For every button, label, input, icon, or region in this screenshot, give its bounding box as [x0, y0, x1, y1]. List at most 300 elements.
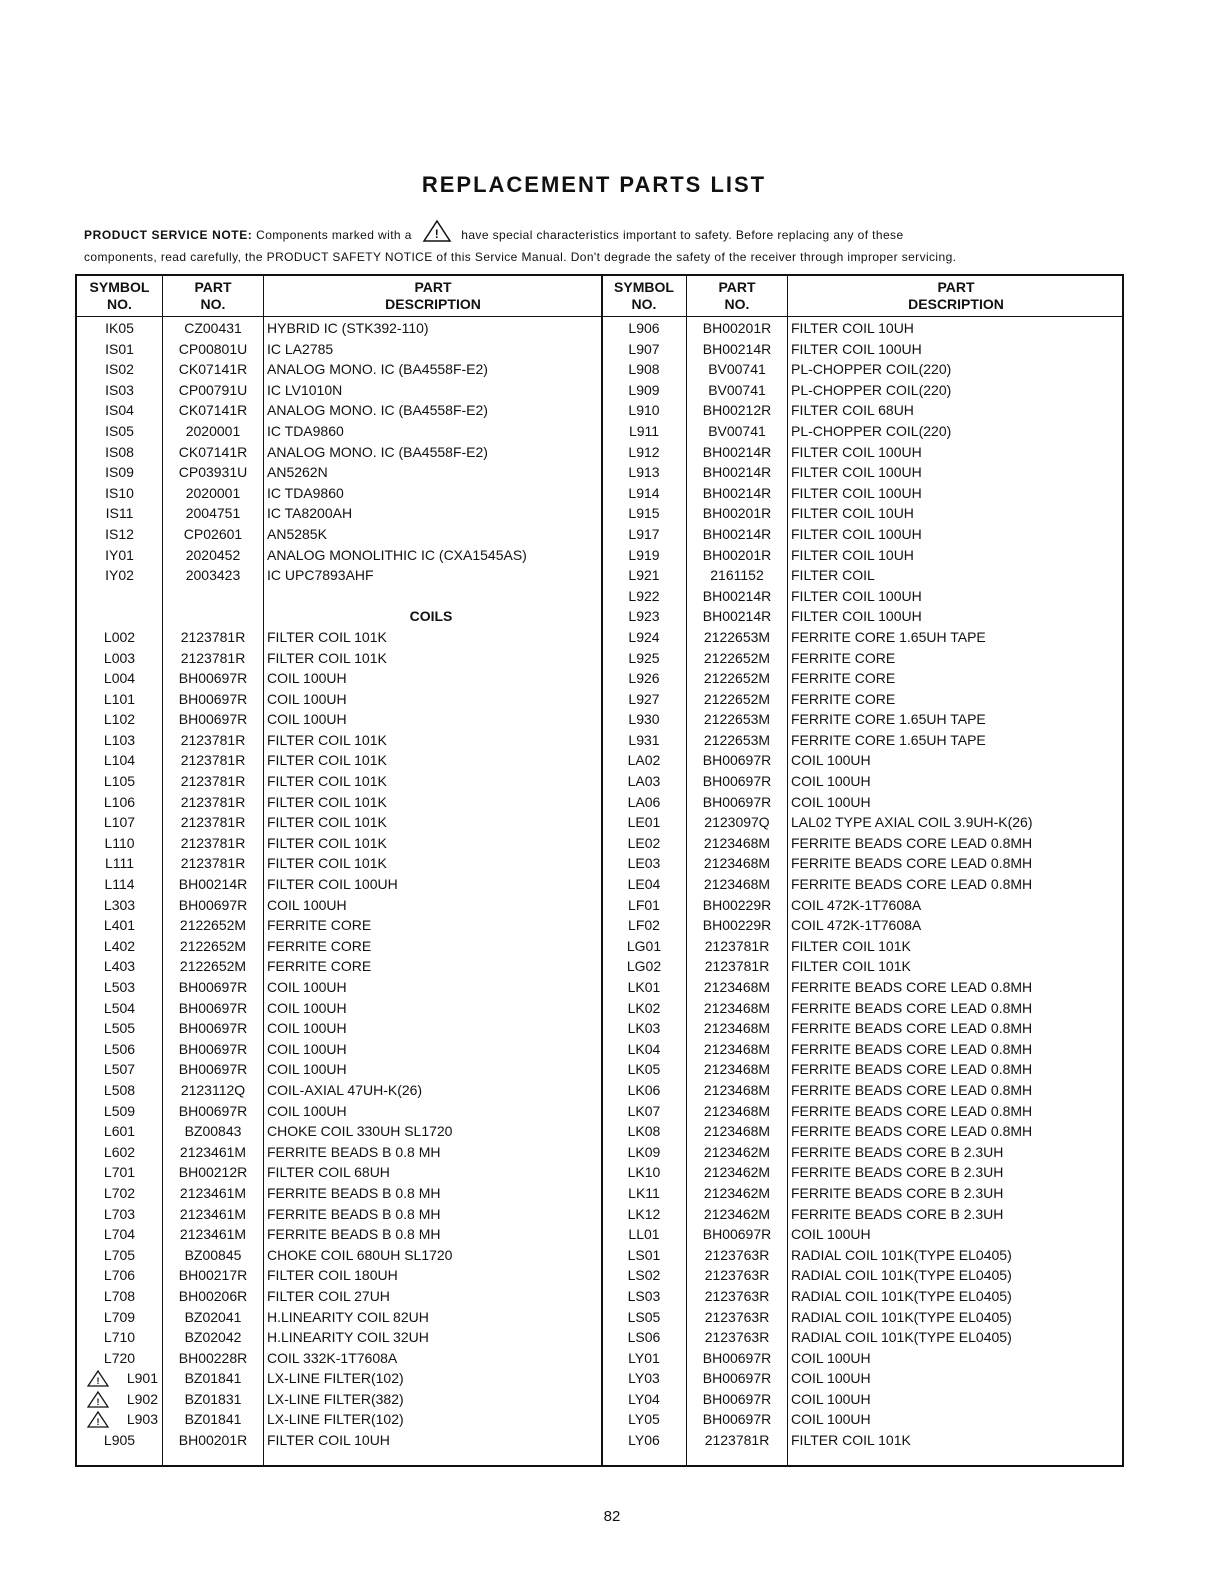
part-no: BV00741 [708, 422, 766, 439]
table-row [77, 1245, 602, 1266]
part-description: FILTER COIL [791, 567, 875, 584]
part-description: FERRITE CORE [791, 690, 896, 707]
part-description: IC LV1010N [267, 381, 343, 398]
table-row [602, 1368, 1124, 1389]
symbol-no: L923 [628, 608, 660, 625]
part-description: H.LINEARITY COIL 82UH [267, 1308, 429, 1325]
part-no: BZ00845 [184, 1246, 242, 1263]
part-description: PL-CHOPPER COIL(220) [791, 422, 952, 439]
symbol-no: L508 [103, 1081, 136, 1098]
table-row [602, 1389, 1124, 1410]
part-description: COIL 100UH [791, 1411, 871, 1428]
part-no: BH00201R [702, 546, 772, 563]
table-row [77, 1265, 602, 1286]
symbol-no: IS04 [105, 402, 134, 419]
table-row [602, 771, 1124, 792]
symbol-no: L703 [103, 1205, 136, 1222]
table-row [602, 421, 1124, 442]
symbol-no: L924 [628, 628, 660, 645]
part-no: 2123468M [703, 1020, 771, 1037]
part-no: BH00229R [702, 917, 772, 934]
table-row [602, 709, 1124, 730]
part-description: FILTER COIL 101K [267, 649, 387, 666]
part-no: 2123462M [703, 1143, 771, 1160]
parts-table [75, 274, 1124, 1467]
part-description: FILTER COIL 101K [267, 752, 387, 769]
part-no: 2122653M [703, 731, 771, 748]
part-no: 2123468M [703, 1102, 771, 1119]
table-row [77, 895, 602, 916]
part-no: BH00697R [178, 896, 248, 913]
part-no: BH00697R [702, 752, 772, 769]
table-row [602, 1286, 1124, 1307]
part-description: FILTER COIL 101K [267, 628, 387, 645]
part-description: FILTER COIL 101K [267, 834, 387, 851]
part-description: FERRITE BEADS B 0.8 MH [267, 1184, 441, 1201]
symbol-no: LE03 [627, 855, 661, 872]
symbol-no: L602 [103, 1143, 136, 1160]
symbol-no: LS05 [627, 1308, 661, 1325]
symbol-no: L927 [628, 690, 660, 707]
symbol-no: LA03 [627, 773, 661, 790]
part-description: FERRITE CORE 1.65UH TAPE [791, 731, 986, 748]
part-description: FILTER COIL 101K [267, 855, 387, 872]
table-row [77, 792, 602, 813]
part-no: BH00212R [178, 1164, 248, 1181]
symbol-no: L903 [126, 1411, 158, 1428]
table-row [602, 812, 1124, 833]
part-no: CZ00431 [184, 320, 242, 336]
table-row [602, 339, 1124, 360]
part-description: COIL 472K-1T7608A [791, 917, 922, 934]
symbol-no: L912 [628, 443, 660, 460]
symbol-no: L102 [103, 711, 136, 728]
part-no: 2123781R [180, 649, 246, 666]
symbol-no: L914 [628, 484, 660, 501]
part-no: BH00214R [702, 587, 772, 604]
page-number: 82 [603, 1508, 621, 1525]
symbol-no: L601 [103, 1123, 136, 1140]
symbol-no: L004 [103, 670, 136, 687]
table-row [602, 503, 1124, 524]
part-description: FERRITE BEADS CORE LEAD 0.8MH [791, 1081, 1033, 1098]
table-row [77, 380, 602, 401]
part-description: FERRITE BEADS CORE LEAD 0.8MH [791, 1061, 1033, 1078]
part-no: BH00214R [702, 484, 772, 501]
part-description: COIL 100UH [267, 1040, 347, 1057]
part-no: BH00697R [702, 1370, 772, 1387]
table-row [602, 1059, 1124, 1080]
part-no: 2003423 [185, 567, 241, 584]
part-no: BH00697R [178, 1040, 248, 1057]
part-description: IC UPC7893AHF [267, 567, 374, 584]
symbol-no: L003 [103, 649, 136, 666]
part-description: COIL 100UH [791, 773, 871, 790]
symbol-no: L111 [104, 855, 135, 872]
part-description: COIL 100UH [267, 670, 347, 687]
svg-text:!: ! [96, 1396, 100, 1407]
table-row [77, 339, 602, 360]
part-no: BH00697R [702, 793, 772, 810]
symbol-no: LE04 [627, 876, 661, 893]
table-row [77, 1368, 602, 1389]
part-description: FERRITE CORE [267, 937, 372, 954]
table-row [77, 483, 602, 504]
part-description: IC LA2785 [267, 340, 334, 357]
part-description: FERRITE BEADS CORE LEAD 0.8MH [791, 876, 1033, 893]
part-description: FERRITE BEADS CORE LEAD 0.8MH [791, 979, 1033, 995]
part-description: FERRITE BEADS CORE LEAD 0.8MH [791, 1102, 1033, 1119]
symbol-no: LG02 [626, 958, 662, 975]
part-description: ANALOG MONO. IC (BA4558F-E2) [267, 443, 488, 460]
table-row [602, 1224, 1124, 1245]
symbol-no: LK02 [627, 999, 661, 1016]
table-row [77, 1162, 602, 1183]
part-no: BH00697R [178, 979, 248, 995]
part-no: CK07141R [178, 443, 248, 460]
symbol-no: LK06 [627, 1081, 661, 1098]
parts-table-left [77, 276, 602, 1465]
part-description: AN5285K [267, 525, 327, 542]
part-description: FILTER COIL 100UH [791, 464, 922, 481]
part-no: BH00201R [702, 320, 772, 336]
table-row [602, 668, 1124, 689]
table-row [77, 1307, 602, 1328]
table-row [77, 421, 602, 442]
part-description: FERRITE CORE [791, 670, 896, 687]
table-row [77, 648, 602, 669]
part-description: FERRITE BEADS B 0.8 MH [267, 1205, 441, 1222]
symbol-no: L505 [103, 1020, 136, 1037]
header-symbol-no: SYMBOL NO. [89, 279, 150, 312]
part-description: ANALOG MONO. IC (BA4558F-E2) [267, 361, 488, 378]
part-no: CP00791U [178, 381, 248, 398]
table-row [77, 1183, 602, 1204]
part-no: BH00697R [178, 999, 248, 1016]
part-no: BH00214R [702, 443, 772, 460]
part-description: LX-LINE FILTER(102) [267, 1370, 404, 1387]
symbol-no: LE02 [627, 834, 661, 851]
symbol-no: L930 [628, 711, 660, 728]
table-row [602, 792, 1124, 813]
svg-text:!: ! [96, 1417, 100, 1428]
header-part-description: PART DESCRIPTION [908, 279, 1004, 312]
table-row [77, 1327, 602, 1348]
part-description: FILTER COIL 10UH [791, 320, 914, 336]
part-no: 2123781R [180, 814, 246, 831]
part-description: RADIAL COIL 101K(TYPE EL0405) [791, 1246, 1012, 1263]
part-no: BH00214R [702, 525, 772, 542]
table-row [602, 1265, 1124, 1286]
symbol-no: LA02 [627, 752, 661, 769]
part-no: BH00697R [178, 1061, 248, 1078]
table-row [77, 771, 602, 792]
symbol-no: LY06 [628, 1432, 660, 1449]
part-description: LX-LINE FILTER(382) [267, 1390, 404, 1407]
part-description: COIL 100UH [267, 711, 347, 728]
part-no: 2122652M [179, 917, 247, 934]
symbol-no: L002 [103, 628, 136, 645]
part-no: 2020452 [185, 546, 241, 563]
part-description: COIL 100UH [791, 752, 871, 769]
part-description: COIL 100UH [791, 1349, 871, 1366]
table-row [602, 1245, 1124, 1266]
table-row [77, 915, 602, 936]
part-description: FILTER COIL 101K [791, 958, 911, 975]
table-row [77, 812, 602, 833]
table-row [77, 936, 602, 957]
symbol-no: IY02 [105, 567, 134, 584]
table-row [602, 606, 1124, 627]
symbol-no: L401 [103, 917, 136, 934]
part-description: FILTER COIL 10UH [267, 1432, 390, 1449]
part-no: 2123763R [704, 1287, 770, 1304]
part-no: 2123781R [704, 937, 770, 954]
part-no: 2123763R [704, 1329, 770, 1346]
symbol-no: LK09 [627, 1143, 661, 1160]
part-no: CP00801U [178, 340, 248, 357]
table-row [602, 586, 1124, 607]
table-row [77, 730, 602, 751]
table-row [602, 318, 1124, 339]
part-description: FERRITE BEADS CORE B 2.3UH [791, 1205, 1004, 1222]
symbol-no: IS03 [105, 381, 134, 398]
part-description: FILTER COIL 100UH [267, 876, 398, 893]
part-no: 2004751 [185, 505, 241, 522]
symbol-no: IS10 [105, 484, 134, 501]
table-row [602, 1101, 1124, 1122]
symbol-no: L701 [103, 1164, 136, 1181]
part-no: BH00697R [702, 1226, 772, 1243]
part-description: FILTER COIL 101K [267, 814, 387, 831]
symbol-no: L705 [103, 1246, 136, 1263]
svg-text:!: ! [434, 227, 439, 241]
table-row [602, 1080, 1124, 1101]
symbol-no: L907 [628, 340, 660, 357]
symbol-no: L103 [103, 731, 136, 748]
part-no: 2123461M [179, 1143, 247, 1160]
part-description: FERRITE BEADS CORE B 2.3UH [791, 1164, 1004, 1181]
table-row [602, 874, 1124, 895]
part-description: FILTER COIL 101K [267, 793, 387, 810]
table-row [602, 853, 1124, 874]
table-row [602, 380, 1124, 401]
part-no: BH00214R [702, 464, 772, 481]
symbol-no: IS08 [105, 443, 134, 460]
part-no: 2123468M [703, 1040, 771, 1057]
symbol-no: L908 [628, 361, 660, 378]
part-description: COIL 100UH [267, 896, 347, 913]
part-description: FILTER COIL 101K [791, 937, 911, 954]
part-description: FERRITE BEADS CORE LEAD 0.8MH [791, 999, 1033, 1016]
parts-table-right [602, 276, 1124, 1465]
symbol-no: L503 [103, 979, 136, 995]
part-description: FERRITE CORE [791, 649, 896, 666]
part-description: ANALOG MONO. IC (BA4558F-E2) [267, 402, 488, 419]
table-row [77, 565, 602, 586]
part-no: CP03931U [178, 464, 248, 481]
table-row [77, 1348, 602, 1369]
section-heading: COILS [409, 608, 453, 625]
table-row [602, 627, 1124, 648]
symbol-no: LK04 [627, 1040, 661, 1057]
header-part-no: PART NO. [194, 279, 232, 312]
table-row [77, 462, 602, 483]
table-row [602, 1039, 1124, 1060]
symbol-no: L507 [103, 1061, 136, 1078]
right-rows [602, 318, 1124, 1451]
table-row [77, 668, 602, 689]
symbol-no: L706 [103, 1267, 136, 1284]
part-description: FERRITE BEADS CORE LEAD 0.8MH [791, 855, 1033, 872]
symbol-no: LS01 [627, 1246, 661, 1263]
symbol-no: LK12 [627, 1205, 661, 1222]
table-row [77, 853, 602, 874]
symbol-no: LF02 [628, 917, 660, 934]
part-description: FILTER COIL 101K [791, 1432, 911, 1449]
part-no: 2123763R [704, 1308, 770, 1325]
part-description: FILTER COIL 68UH [791, 402, 914, 419]
part-description: COIL 100UH [791, 1226, 871, 1243]
table-row [602, 956, 1124, 977]
table-row [77, 1204, 602, 1225]
part-description: H.LINEARITY COIL 32UH [267, 1329, 429, 1346]
part-description: RADIAL COIL 101K(TYPE EL0405) [791, 1329, 1012, 1346]
part-no: 2123763R [704, 1267, 770, 1284]
symbol-no: L710 [103, 1329, 136, 1346]
symbol-no: LY03 [628, 1370, 660, 1387]
symbol-no: L702 [103, 1184, 136, 1201]
svg-text:!: ! [96, 1376, 100, 1387]
symbol-no: L104 [103, 752, 136, 769]
symbol-no: L915 [628, 505, 660, 522]
part-description: FERRITE BEADS B 0.8 MH [267, 1143, 441, 1160]
part-description: RADIAL COIL 101K(TYPE EL0405) [791, 1308, 1012, 1325]
part-no: BV00741 [708, 381, 766, 398]
table-row [602, 1409, 1124, 1430]
table-row [602, 545, 1124, 566]
part-no: 2123462M [703, 1205, 771, 1222]
part-description: COIL 472K-1T7608A [791, 896, 922, 913]
symbol-no: L402 [103, 937, 136, 954]
part-description: IC TA8200AH [267, 505, 353, 522]
symbol-no: L708 [103, 1287, 136, 1304]
table-row [77, 400, 602, 421]
symbol-no: L922 [628, 587, 660, 604]
table-row [602, 998, 1124, 1019]
part-description: ANALOG MONOLITHIC IC (CXA1545AS) [267, 546, 527, 563]
table-row [602, 1162, 1124, 1183]
part-no: CK07141R [178, 402, 248, 419]
part-no: BZ01831 [184, 1390, 242, 1407]
table-row [602, 524, 1124, 545]
table-row [602, 1327, 1124, 1348]
table-row [602, 895, 1124, 916]
part-no: BH00228R [178, 1349, 248, 1366]
part-description: COIL 100UH [267, 1061, 347, 1078]
symbol-no: L919 [628, 546, 660, 563]
table-row [602, 565, 1124, 586]
table-row [77, 956, 602, 977]
part-description: LX-LINE FILTER(102) [267, 1411, 404, 1428]
symbol-no: LY01 [628, 1349, 660, 1366]
part-no: 2123461M [179, 1184, 247, 1201]
symbol-no: L114 [104, 876, 135, 893]
symbol-no: LA06 [627, 793, 661, 810]
part-no: 2123468M [703, 834, 771, 851]
table-row [77, 1430, 602, 1451]
table-row [77, 1286, 602, 1307]
part-description: FERRITE BEADS CORE LEAD 0.8MH [791, 1040, 1033, 1057]
part-no: 2123468M [703, 979, 771, 995]
part-no: BZ01841 [184, 1370, 242, 1387]
part-no: BH00697R [702, 1411, 772, 1428]
table-row [77, 874, 602, 895]
table-row [602, 750, 1124, 771]
part-no: 2161152 [710, 567, 764, 584]
symbol-no: L917 [628, 525, 660, 542]
part-description: CHOKE COIL 330UH SL1720 [267, 1123, 453, 1140]
part-description: FERRITE CORE [267, 958, 372, 975]
table-row [602, 977, 1124, 998]
table-row [602, 359, 1124, 380]
symbol-no: LS06 [627, 1329, 661, 1346]
part-description: AN5262N [267, 464, 328, 481]
note-line2: components, read carefully, the PRODUCT SAFETY NOTICE of this Service Manual. Don't degrade the safety of the receiver through improper servicing. [84, 250, 957, 264]
part-description: FERRITE CORE 1.65UH TAPE [791, 628, 986, 645]
part-description: FERRITE BEADS CORE B 2.3UH [791, 1143, 1004, 1160]
part-description: FILTER COIL 101K [267, 773, 387, 790]
part-no: BH00697R [178, 1102, 248, 1119]
table-row [602, 1142, 1124, 1163]
table-row [602, 1204, 1124, 1225]
part-description: FERRITE BEADS CORE LEAD 0.8MH [791, 1020, 1033, 1037]
symbol-no: LK10 [627, 1164, 661, 1181]
part-description: COIL 100UH [791, 1370, 871, 1387]
symbol-no: L106 [103, 793, 136, 810]
table-row [77, 709, 602, 730]
part-description: CHOKE COIL 680UH SL1720 [267, 1246, 453, 1263]
table-row [77, 318, 602, 339]
symbol-no: L909 [628, 381, 660, 398]
part-no: 2123781R [704, 958, 770, 975]
table-row [602, 1183, 1124, 1204]
part-description: FILTER COIL 100UH [791, 608, 922, 625]
symbol-no: L902 [126, 1390, 158, 1407]
symbol-no: L906 [628, 320, 660, 336]
part-no: CK07141R [178, 361, 248, 378]
symbol-no: IS12 [105, 525, 134, 542]
table-row [602, 442, 1124, 463]
table-row [77, 1059, 602, 1080]
part-no: 2123781R [180, 773, 246, 790]
part-no: 2123461M [179, 1226, 247, 1243]
symbol-no: L504 [103, 999, 136, 1016]
part-description: FERRITE BEADS CORE LEAD 0.8MH [791, 1123, 1033, 1140]
symbol-no: LY04 [628, 1390, 660, 1407]
part-description: COIL 100UH [267, 979, 347, 995]
part-description: LAL02 TYPE AXIAL COIL 3.9UH-K(26) [791, 814, 1033, 831]
part-no: 2020001 [185, 484, 241, 501]
part-no: 2123112Q [180, 1081, 246, 1098]
part-no: 2123781R [180, 834, 246, 851]
part-no: CP02601 [183, 525, 243, 542]
part-description: COIL 332K-1T7608A [267, 1349, 398, 1366]
table-row [77, 977, 602, 998]
symbol-no: LS02 [627, 1267, 661, 1284]
symbol-no: L921 [628, 567, 660, 584]
table-row [77, 1039, 602, 1060]
